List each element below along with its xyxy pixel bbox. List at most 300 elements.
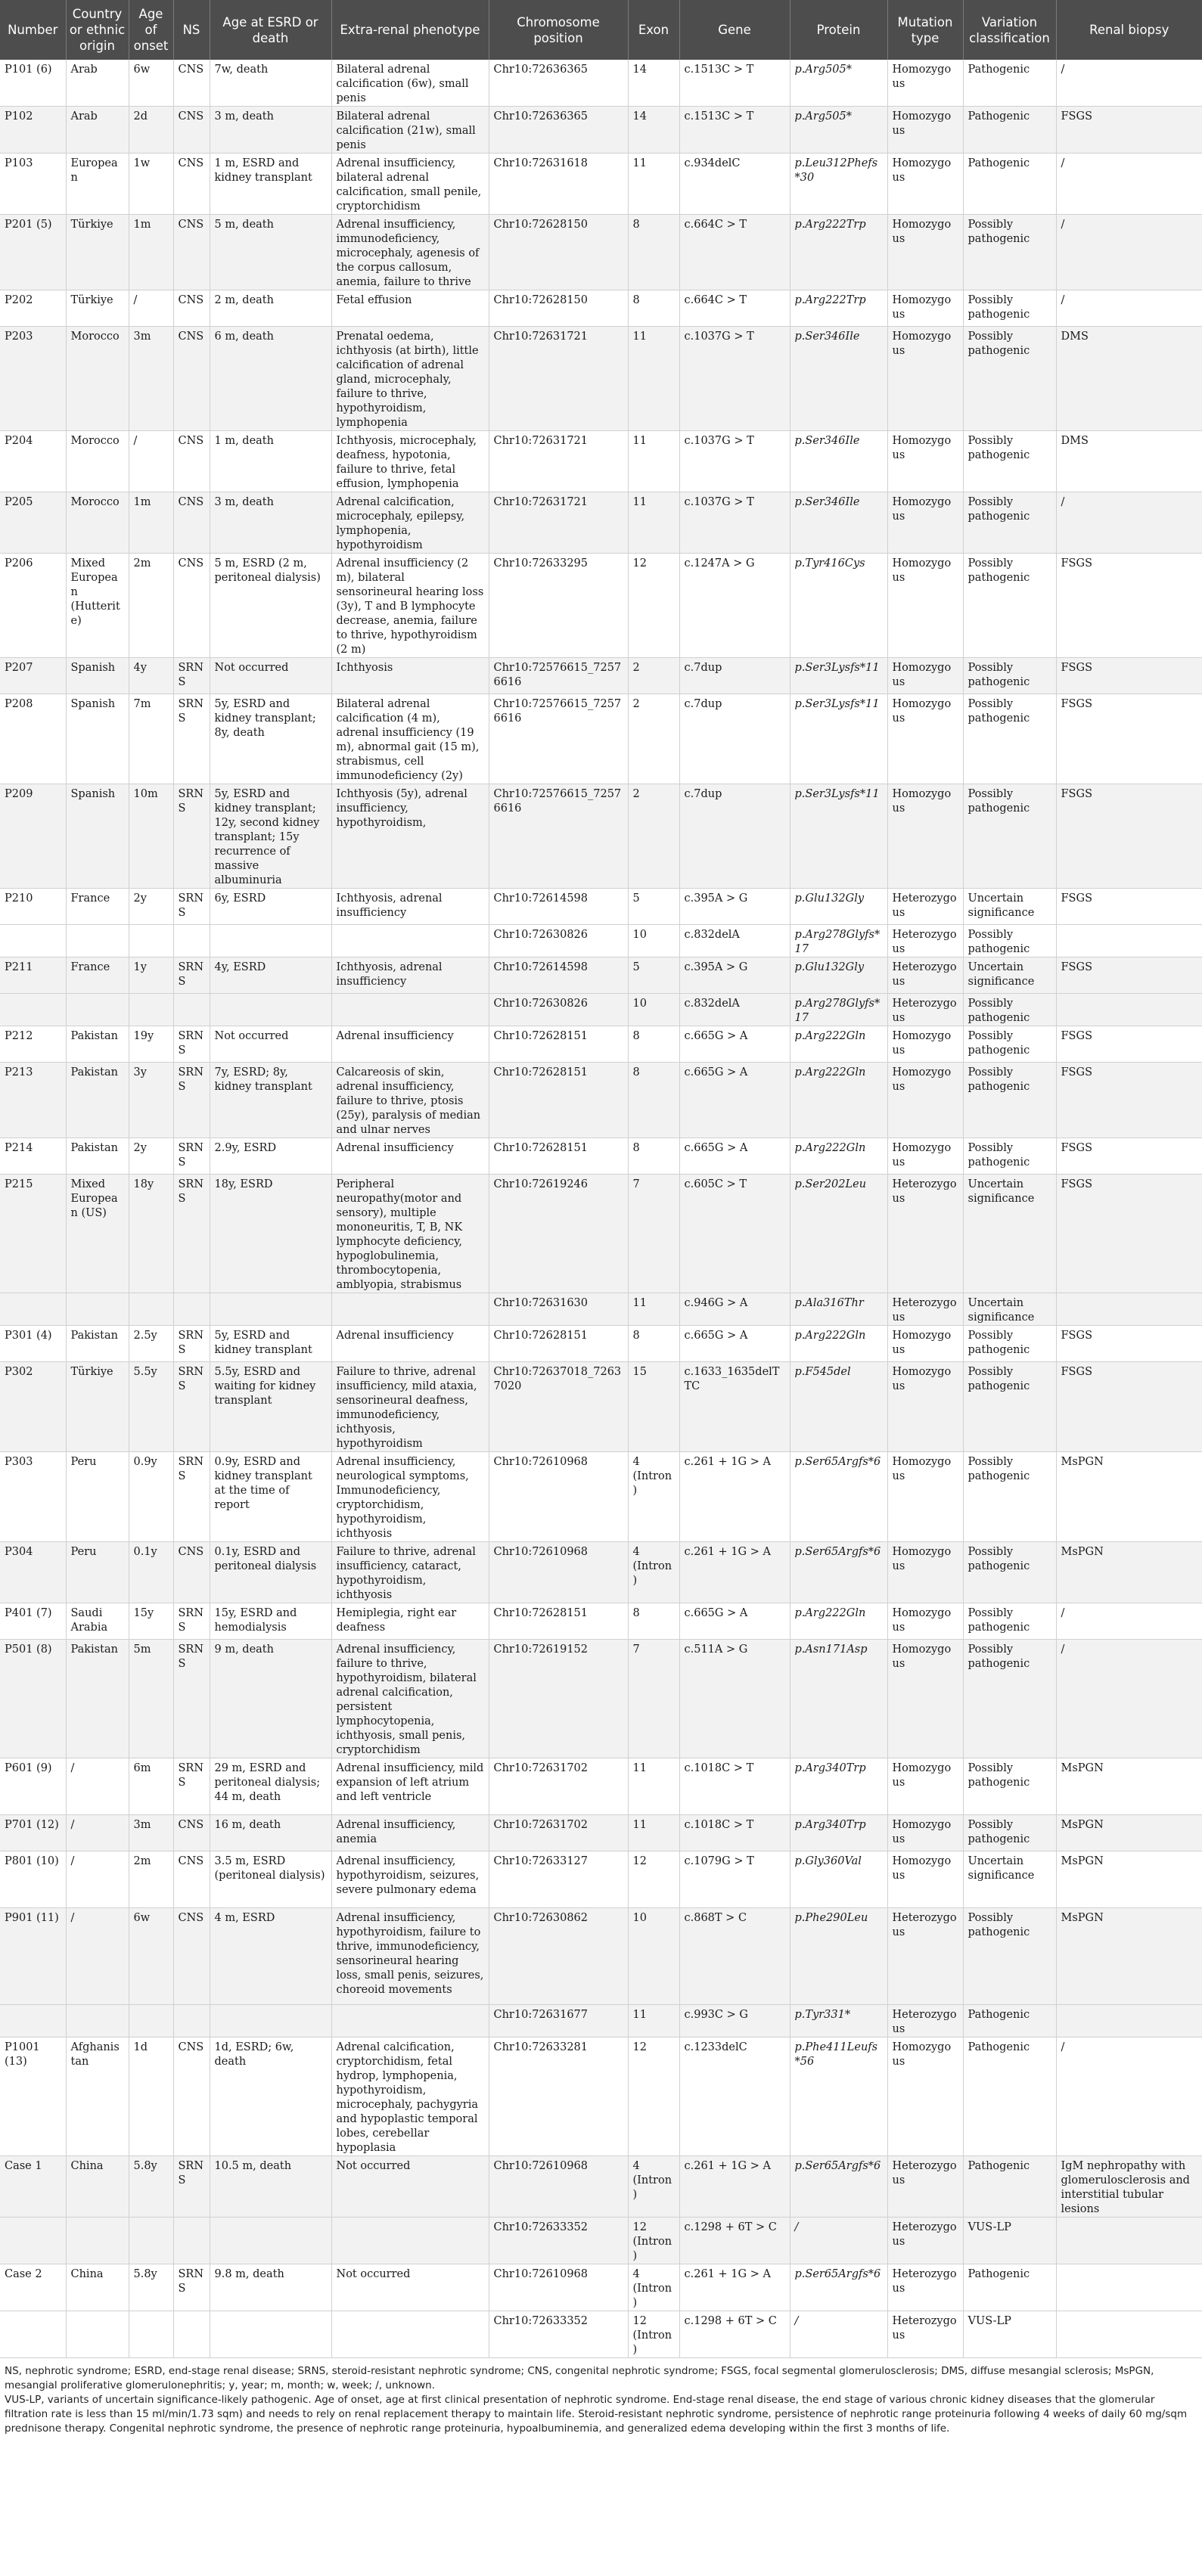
cell-phenotype: Adrenal insufficiency (2 m), bilateral sensorineural hearing loss (3y), T and B lymphocyte decrease, anemia, failure to thrive, hypothyroidism (2 m) (331, 554, 489, 658)
cell-exon: 8 (628, 290, 679, 327)
cell-phenotype: Adrenal insufficiency (331, 1026, 489, 1063)
cell-ns: SRNS (173, 658, 210, 694)
cell-classification: Possibly pathogenic (963, 431, 1056, 492)
cell-onset (129, 1293, 173, 1326)
cell-onset: / (129, 431, 173, 492)
cell-number: P302 (0, 1362, 66, 1452)
cell-onset: 5.8y (129, 2156, 173, 2218)
cell-country: China (66, 2264, 129, 2311)
cell-country: Pakistan (66, 1640, 129, 1758)
cell-gene: c.1298 + 6T > C (679, 2218, 790, 2264)
cell-exon: 2 (628, 658, 679, 694)
cell-mutation-type: Homozygous (887, 1542, 963, 1603)
cell-gene: c.395A > G (679, 957, 790, 994)
cell-biopsy: / (1056, 60, 1202, 107)
cell-exon: 11 (628, 2005, 679, 2038)
cell-onset: 2m (129, 554, 173, 658)
cell-country: / (66, 1815, 129, 1851)
cell-mutation-type: Homozygous (887, 1815, 963, 1851)
cell-classification: Possibly pathogenic (963, 290, 1056, 327)
cell-mutation-type: Heterozygous (887, 957, 963, 994)
cell-chromosome: Chr10:72628151 (489, 1603, 628, 1640)
cell-classification: VUS-LP (963, 2218, 1056, 2264)
cell-phenotype: Fetal effusion (331, 290, 489, 327)
cell-protein: p.Ala316Thr (790, 1293, 887, 1326)
table-row (0, 2218, 1202, 2264)
cell-chromosome: Chr10:72630826 (489, 925, 628, 957)
header-biopsy: Renal biopsy (1056, 0, 1202, 60)
table-row (0, 492, 1202, 554)
cell-number: P207 (0, 658, 66, 694)
cell-protein: / (790, 2218, 887, 2264)
cell-esrd (210, 925, 331, 957)
cell-country: Arab (66, 60, 129, 107)
header-gene: Gene (679, 0, 790, 60)
cell-onset: 3m (129, 327, 173, 431)
cell-gene: c.261 + 1G > A (679, 1452, 790, 1542)
cell-phenotype: Failure to thrive, adrenal insufficiency, cataract, hypothyroidism, ichthyosis (331, 1542, 489, 1603)
cell-esrd: 5.5y, ESRD and waiting for kidney transplant (210, 1362, 331, 1452)
cell-onset: 3m (129, 1815, 173, 1851)
cell-mutation-type: Homozygous (887, 658, 963, 694)
cell-chromosome: Chr10:72631630 (489, 1293, 628, 1326)
cell-exon: 2 (628, 784, 679, 889)
cell-country (66, 994, 129, 1026)
cell-esrd: 1 m, death (210, 431, 331, 492)
cell-biopsy: FSGS (1056, 1063, 1202, 1138)
cell-gene: c.1037G > T (679, 327, 790, 431)
cell-biopsy (1056, 2005, 1202, 2038)
cell-ns (173, 2311, 210, 2358)
cell-country: Spanish (66, 784, 129, 889)
cell-biopsy: FSGS (1056, 1138, 1202, 1175)
table-header-row (0, 0, 1202, 60)
cell-ns: CNS (173, 290, 210, 327)
cell-biopsy: / (1056, 2038, 1202, 2156)
cell-ns: SRNS (173, 1362, 210, 1452)
cell-onset: 7m (129, 694, 173, 784)
cell-country (66, 1293, 129, 1326)
cell-chromosome: Chr10:72628151 (489, 1138, 628, 1175)
cell-number: P209 (0, 784, 66, 889)
cell-ns: SRNS (173, 1326, 210, 1362)
cell-ns: SRNS (173, 694, 210, 784)
cell-phenotype: Adrenal insufficiency, hypothyroidism, failure to thrive, immunodeficiency, sensorineural hearing loss, small penis, seizures, choreoid movements (331, 1908, 489, 2005)
cell-number (0, 2311, 66, 2358)
cell-esrd: 3 m, death (210, 107, 331, 154)
cell-protein: p.Ser346Ile (790, 431, 887, 492)
table-row (0, 2156, 1202, 2218)
cell-esrd: 3.5 m, ESRD (peritoneal dialysis) (210, 1851, 331, 1908)
cell-esrd (210, 1293, 331, 1326)
cell-number: P212 (0, 1026, 66, 1063)
cell-phenotype: Adrenal calcification, microcephaly, epilepsy, lymphopenia, hypothyroidism (331, 492, 489, 554)
cell-mutation-type: Homozygous (887, 290, 963, 327)
cell-chromosome: Chr10:72628150 (489, 290, 628, 327)
cell-mutation-type: Homozygous (887, 492, 963, 554)
cell-protein: p.Ser65Argfs*6 (790, 1542, 887, 1603)
cell-onset: 6w (129, 60, 173, 107)
cell-ns: SRNS (173, 2264, 210, 2311)
cell-exon: 8 (628, 1326, 679, 1362)
cell-exon: 14 (628, 60, 679, 107)
cell-classification: Possibly pathogenic (963, 554, 1056, 658)
cell-exon: 11 (628, 1815, 679, 1851)
cell-phenotype: Calcareosis of skin, adrenal insufficiency, failure to thrive, ptosis (25y), paralysis of median and ulnar nerves (331, 1063, 489, 1138)
cell-ns (173, 1293, 210, 1326)
cell-mutation-type: Homozygous (887, 1851, 963, 1908)
cell-biopsy: FSGS (1056, 1175, 1202, 1293)
table-row (0, 2264, 1202, 2311)
cell-gene: c.665G > A (679, 1603, 790, 1640)
cell-ns: CNS (173, 1851, 210, 1908)
cell-onset: 1y (129, 957, 173, 994)
cell-gene: c.946G > A (679, 1293, 790, 1326)
cell-exon: 12 (628, 554, 679, 658)
header-number: Number (0, 0, 66, 60)
cell-esrd: 3 m, death (210, 492, 331, 554)
table-body (0, 60, 1202, 2358)
cell-classification: Possibly pathogenic (963, 1603, 1056, 1640)
cell-gene: c.395A > G (679, 889, 790, 925)
cell-phenotype: Not occurred (331, 2264, 489, 2311)
cell-chromosome: Chr10:72633281 (489, 2038, 628, 2156)
cell-protein: p.F545del (790, 1362, 887, 1452)
cell-classification: Pathogenic (963, 107, 1056, 154)
cell-phenotype: Ichthyosis (331, 658, 489, 694)
cell-esrd: 0.1y, ESRD and peritoneal dialysis (210, 1542, 331, 1603)
cell-onset: 1w (129, 154, 173, 215)
cell-protein: p.Ser202Leu (790, 1175, 887, 1293)
table-row (0, 994, 1202, 1026)
cell-mutation-type: Homozygous (887, 154, 963, 215)
cell-protein: p.Ser3Lysfs*11 (790, 784, 887, 889)
cell-phenotype: Failure to thrive, adrenal insufficiency, mild ataxia, sensorineural deafness, immunodeficiency, ichthyosis, hypothyroidism (331, 1362, 489, 1452)
cell-classification: Pathogenic (963, 2005, 1056, 2038)
cell-onset (129, 925, 173, 957)
cell-biopsy: MsPGN (1056, 1758, 1202, 1815)
cell-onset: 10m (129, 784, 173, 889)
cell-onset (129, 2311, 173, 2358)
cell-protein: p.Phe411Leufs*56 (790, 2038, 887, 2156)
cell-protein: p.Leu312Phefs*30 (790, 154, 887, 215)
cell-ns: SRNS (173, 1175, 210, 1293)
cell-protein: p.Asn171Asp (790, 1640, 887, 1758)
cell-gene: c.1633_1635delTTC (679, 1362, 790, 1452)
cell-mutation-type: Heterozygous (887, 2218, 963, 2264)
cell-phenotype: Hemiplegia, right ear deafness (331, 1603, 489, 1640)
cell-ns: SRNS (173, 2156, 210, 2218)
cell-mutation-type: Heterozygous (887, 1175, 963, 1293)
cell-chromosome: Chr10:72631618 (489, 154, 628, 215)
cell-classification: Possibly pathogenic (963, 492, 1056, 554)
cell-ns: CNS (173, 327, 210, 431)
cell-chromosome: Chr10:72610968 (489, 2264, 628, 2311)
cell-country: Pakistan (66, 1138, 129, 1175)
cell-gene: c.7dup (679, 658, 790, 694)
cell-protein: p.Ser3Lysfs*11 (790, 658, 887, 694)
cell-onset: 2.5y (129, 1326, 173, 1362)
cell-onset: 2y (129, 889, 173, 925)
cell-classification: Pathogenic (963, 154, 1056, 215)
cell-number: P103 (0, 154, 66, 215)
cell-number: P213 (0, 1063, 66, 1138)
cell-number: P215 (0, 1175, 66, 1293)
cell-protein: p.Gly360Val (790, 1851, 887, 1908)
cell-country (66, 2311, 129, 2358)
cell-exon: 12 (Intron) (628, 2218, 679, 2264)
cell-onset (129, 2005, 173, 2038)
cell-country: / (66, 1851, 129, 1908)
cell-classification: Possibly pathogenic (963, 994, 1056, 1026)
cell-onset: 19y (129, 1026, 173, 1063)
cell-number: P211 (0, 957, 66, 994)
cell-exon: 11 (628, 1758, 679, 1815)
cell-exon: 15 (628, 1362, 679, 1452)
cell-gene: c.664C > T (679, 215, 790, 290)
cell-esrd: 2.9y, ESRD (210, 1138, 331, 1175)
cell-biopsy: FSGS (1056, 1326, 1202, 1362)
cell-protein: p.Arg340Trp (790, 1758, 887, 1815)
cell-chromosome: Chr10:72631721 (489, 431, 628, 492)
cell-ns: SRNS (173, 1640, 210, 1758)
cell-number: P101 (6) (0, 60, 66, 107)
cell-country: Saudi Arabia (66, 1603, 129, 1640)
cell-ns: SRNS (173, 1138, 210, 1175)
cell-ns: CNS (173, 2038, 210, 2156)
cell-number: P601 (9) (0, 1758, 66, 1815)
cell-country: China (66, 2156, 129, 2218)
cell-number: P1001 (13) (0, 2038, 66, 2156)
cell-exon: 12 (628, 2038, 679, 2156)
cell-chromosome: Chr10:72633295 (489, 554, 628, 658)
cell-gene: c.665G > A (679, 1026, 790, 1063)
cell-chromosome: Chr10:72614598 (489, 889, 628, 925)
cell-onset: 0.9y (129, 1452, 173, 1542)
cell-mutation-type: Homozygous (887, 1138, 963, 1175)
cell-onset: 6m (129, 1758, 173, 1815)
cell-esrd: 1d, ESRD; 6w, death (210, 2038, 331, 2156)
header-chromosome: Chromosome position (489, 0, 628, 60)
table-row (0, 60, 1202, 107)
cell-phenotype (331, 2005, 489, 2038)
cell-gene: c.868T > C (679, 1908, 790, 2005)
cell-chromosome: Chr10:72610968 (489, 1452, 628, 1542)
cell-gene: c.832delA (679, 994, 790, 1026)
cell-mutation-type: Heterozygous (887, 2311, 963, 2358)
cell-ns: SRNS (173, 784, 210, 889)
cell-esrd: 9.8 m, death (210, 2264, 331, 2311)
cell-biopsy (1056, 2264, 1202, 2311)
cell-number: P901 (11) (0, 1908, 66, 2005)
cell-classification: Uncertain significance (963, 889, 1056, 925)
cell-chromosome: Chr10:72576615_72576616 (489, 658, 628, 694)
cell-esrd: Not occurred (210, 1026, 331, 1063)
cell-esrd: 15y, ESRD and hemodialysis (210, 1603, 331, 1640)
cell-gene: c.261 + 1G > A (679, 2156, 790, 2218)
cell-number: P210 (0, 889, 66, 925)
cell-exon: 11 (628, 431, 679, 492)
cell-chromosome: Chr10:72631677 (489, 2005, 628, 2038)
cell-biopsy: FSGS (1056, 1362, 1202, 1452)
cell-biopsy: / (1056, 492, 1202, 554)
cell-esrd: 4 m, ESRD (210, 1908, 331, 2005)
cell-mutation-type: Homozygous (887, 694, 963, 784)
cell-chromosome: Chr10:72631721 (489, 492, 628, 554)
table-row (0, 1851, 1202, 1908)
cell-protein: p.Ser65Argfs*6 (790, 2156, 887, 2218)
cell-number (0, 2218, 66, 2264)
cell-mutation-type: Homozygous (887, 1326, 963, 1362)
cell-classification: Uncertain significance (963, 1851, 1056, 1908)
cell-number: P203 (0, 327, 66, 431)
cell-esrd: 18y, ESRD (210, 1175, 331, 1293)
cell-protein: p.Arg278Glyfs*17 (790, 925, 887, 957)
cell-chromosome: Chr10:72636365 (489, 60, 628, 107)
table-row (0, 1603, 1202, 1640)
cell-onset: / (129, 290, 173, 327)
footnote-abbreviations: NS, nephrotic syndrome; ESRD, end-stage renal disease; SRNS, steroid-resistant nephrotic syndrome; CNS, congenital nephrotic syndrome; FSGS, focal segmental glomerulosclerosis; DMS, diffuse mesangial sclerosis; MsPGN, mesangial proliferative glomerulonephritis; y, year; m, month; w, week; /, unknown. (5, 2365, 1154, 2391)
cell-esrd: 7y, ESRD; 8y, kidney transplant (210, 1063, 331, 1138)
cell-country: Morocco (66, 492, 129, 554)
cell-classification: Pathogenic (963, 2264, 1056, 2311)
cell-ns: CNS (173, 60, 210, 107)
header-mutation-type: Mutation type (887, 0, 963, 60)
cell-country: / (66, 1908, 129, 2005)
cell-protein: p.Ser65Argfs*6 (790, 1452, 887, 1542)
cell-number: P501 (8) (0, 1640, 66, 1758)
cell-phenotype: Adrenal insufficiency, mild expansion of left atrium and left ventricle (331, 1758, 489, 1815)
cell-onset: 1d (129, 2038, 173, 2156)
cell-esrd: 6 m, death (210, 327, 331, 431)
cell-phenotype: Adrenal insufficiency, hypothyroidism, seizures, severe pulmonary edema (331, 1851, 489, 1908)
cell-chromosome: Chr10:72619246 (489, 1175, 628, 1293)
cell-esrd (210, 994, 331, 1026)
table-row (0, 1175, 1202, 1293)
cell-country: Morocco (66, 327, 129, 431)
cell-classification: Possibly pathogenic (963, 1026, 1056, 1063)
cell-phenotype: Adrenal calcification, cryptorchidism, fetal hydrop, lymphopenia, hypothyroidism, microcephaly, pachygyria and hypoplastic temporal lobes, cerebellar hypoplasia (331, 2038, 489, 2156)
cell-onset (129, 994, 173, 1026)
cell-number (0, 994, 66, 1026)
table-row (0, 889, 1202, 925)
cell-biopsy: IgM nephropathy with glomerulosclerosis and interstitial tubular lesions (1056, 2156, 1202, 2218)
cell-number: P401 (7) (0, 1603, 66, 1640)
cell-esrd: 5y, ESRD and kidney transplant; 8y, death (210, 694, 331, 784)
cell-country: Spanish (66, 658, 129, 694)
table-row (0, 1640, 1202, 1758)
cell-gene: c.1018C > T (679, 1815, 790, 1851)
cell-country: Arab (66, 107, 129, 154)
cell-mutation-type: Homozygous (887, 215, 963, 290)
cell-gene: c.605C > T (679, 1175, 790, 1293)
cell-mutation-type: Homozygous (887, 107, 963, 154)
cell-phenotype (331, 994, 489, 1026)
cell-exon: 11 (628, 327, 679, 431)
cell-mutation-type: Heterozygous (887, 889, 963, 925)
cell-chromosome: Chr10:72628151 (489, 1026, 628, 1063)
cell-number: P201 (5) (0, 215, 66, 290)
cell-gene: c.665G > A (679, 1063, 790, 1138)
cell-classification: Pathogenic (963, 2038, 1056, 2156)
table-row (0, 290, 1202, 327)
cell-onset: 2d (129, 107, 173, 154)
cell-exon: 8 (628, 1138, 679, 1175)
cell-mutation-type: Homozygous (887, 1452, 963, 1542)
cell-biopsy: DMS (1056, 327, 1202, 431)
cell-gene: c.261 + 1G > A (679, 1542, 790, 1603)
cell-ns: CNS (173, 1815, 210, 1851)
cell-mutation-type: Heterozygous (887, 1908, 963, 2005)
table-row (0, 784, 1202, 889)
table-row (0, 658, 1202, 694)
cell-biopsy: FSGS (1056, 694, 1202, 784)
cell-chromosome: Chr10:72610968 (489, 1542, 628, 1603)
cell-chromosome: Chr10:72636365 (489, 107, 628, 154)
cell-biopsy: / (1056, 215, 1202, 290)
cell-country: Peru (66, 1542, 129, 1603)
footnote-definitions: VUS-LP, variants of uncertain significance-likely pathogenic. Age of onset, age at first clinical presentation of nephrotic syndrome. End-stage renal disease, the end stage of various chronic kidney diseases that the glomerular filtration rate is less than 15 ml/min/1.73 sqm) and needs to rely on renal replacement therapy to maintain life. Steroid-resistant nephrotic syndrome, persistence of nephrotic range proteinuria following 4 weeks of daily 60 mg/sqm prednisone therapy. Congenital nephrotic syndrome, the presence of nephrotic range proteinuria, hypoalbuminemia, and generalized edema developing within the first 3 months of life. (5, 2394, 1188, 2435)
cell-exon: 12 (Intron) (628, 2311, 679, 2358)
cell-esrd: 5 m, death (210, 215, 331, 290)
cell-classification: Possibly pathogenic (963, 1326, 1056, 1362)
cell-onset: 0.1y (129, 1542, 173, 1603)
cell-country: Pakistan (66, 1326, 129, 1362)
cell-classification: Possibly pathogenic (963, 215, 1056, 290)
cell-classification: Possibly pathogenic (963, 1758, 1056, 1815)
cell-biopsy: MsPGN (1056, 1908, 1202, 2005)
cell-classification: Possibly pathogenic (963, 1362, 1056, 1452)
header-exon: Exon (628, 0, 679, 60)
cell-esrd: 6y, ESRD (210, 889, 331, 925)
cell-classification: Possibly pathogenic (963, 327, 1056, 431)
table-row (0, 215, 1202, 290)
cell-gene: c.511A > G (679, 1640, 790, 1758)
cell-classification: Uncertain significance (963, 957, 1056, 994)
cell-ns: SRNS (173, 889, 210, 925)
cell-chromosome: Chr10:72631721 (489, 327, 628, 431)
cell-chromosome: Chr10:72630826 (489, 994, 628, 1026)
cell-phenotype: Bilateral adrenal calcification (6w), small penis (331, 60, 489, 107)
cell-exon: 8 (628, 215, 679, 290)
cell-mutation-type: Heterozygous (887, 994, 963, 1026)
cell-ns: SRNS (173, 957, 210, 994)
cell-biopsy: FSGS (1056, 1026, 1202, 1063)
cell-mutation-type: Homozygous (887, 1026, 963, 1063)
table-row (0, 1362, 1202, 1452)
cell-ns: CNS (173, 554, 210, 658)
cell-esrd (210, 2005, 331, 2038)
cell-phenotype (331, 925, 489, 957)
cell-ns: CNS (173, 107, 210, 154)
cell-phenotype: Adrenal insufficiency, bilateral adrenal calcification, small penile, cryptorchidism (331, 154, 489, 215)
cell-phenotype: Peripheral neuropathy(motor and sensory), multiple mononeuritis, T, B, NK lymphocyte deficiency, hypoglobulinemia, thrombocytopenia, amblyopia, strabismus (331, 1175, 489, 1293)
cell-esrd: 7w, death (210, 60, 331, 107)
cell-biopsy (1056, 994, 1202, 1026)
cell-exon: 5 (628, 957, 679, 994)
cell-exon: 8 (628, 1026, 679, 1063)
cell-onset: 5m (129, 1640, 173, 1758)
cell-protein: p.Ser65Argfs*6 (790, 2264, 887, 2311)
cell-onset: 4y (129, 658, 173, 694)
cell-protein: p.Glu132Gly (790, 889, 887, 925)
cell-classification: Uncertain significance (963, 1175, 1056, 1293)
table-row (0, 154, 1202, 215)
cell-mutation-type: Homozygous (887, 1640, 963, 1758)
cell-mutation-type: Homozygous (887, 554, 963, 658)
cell-protein: p.Arg222Trp (790, 290, 887, 327)
cell-country: Pakistan (66, 1026, 129, 1063)
